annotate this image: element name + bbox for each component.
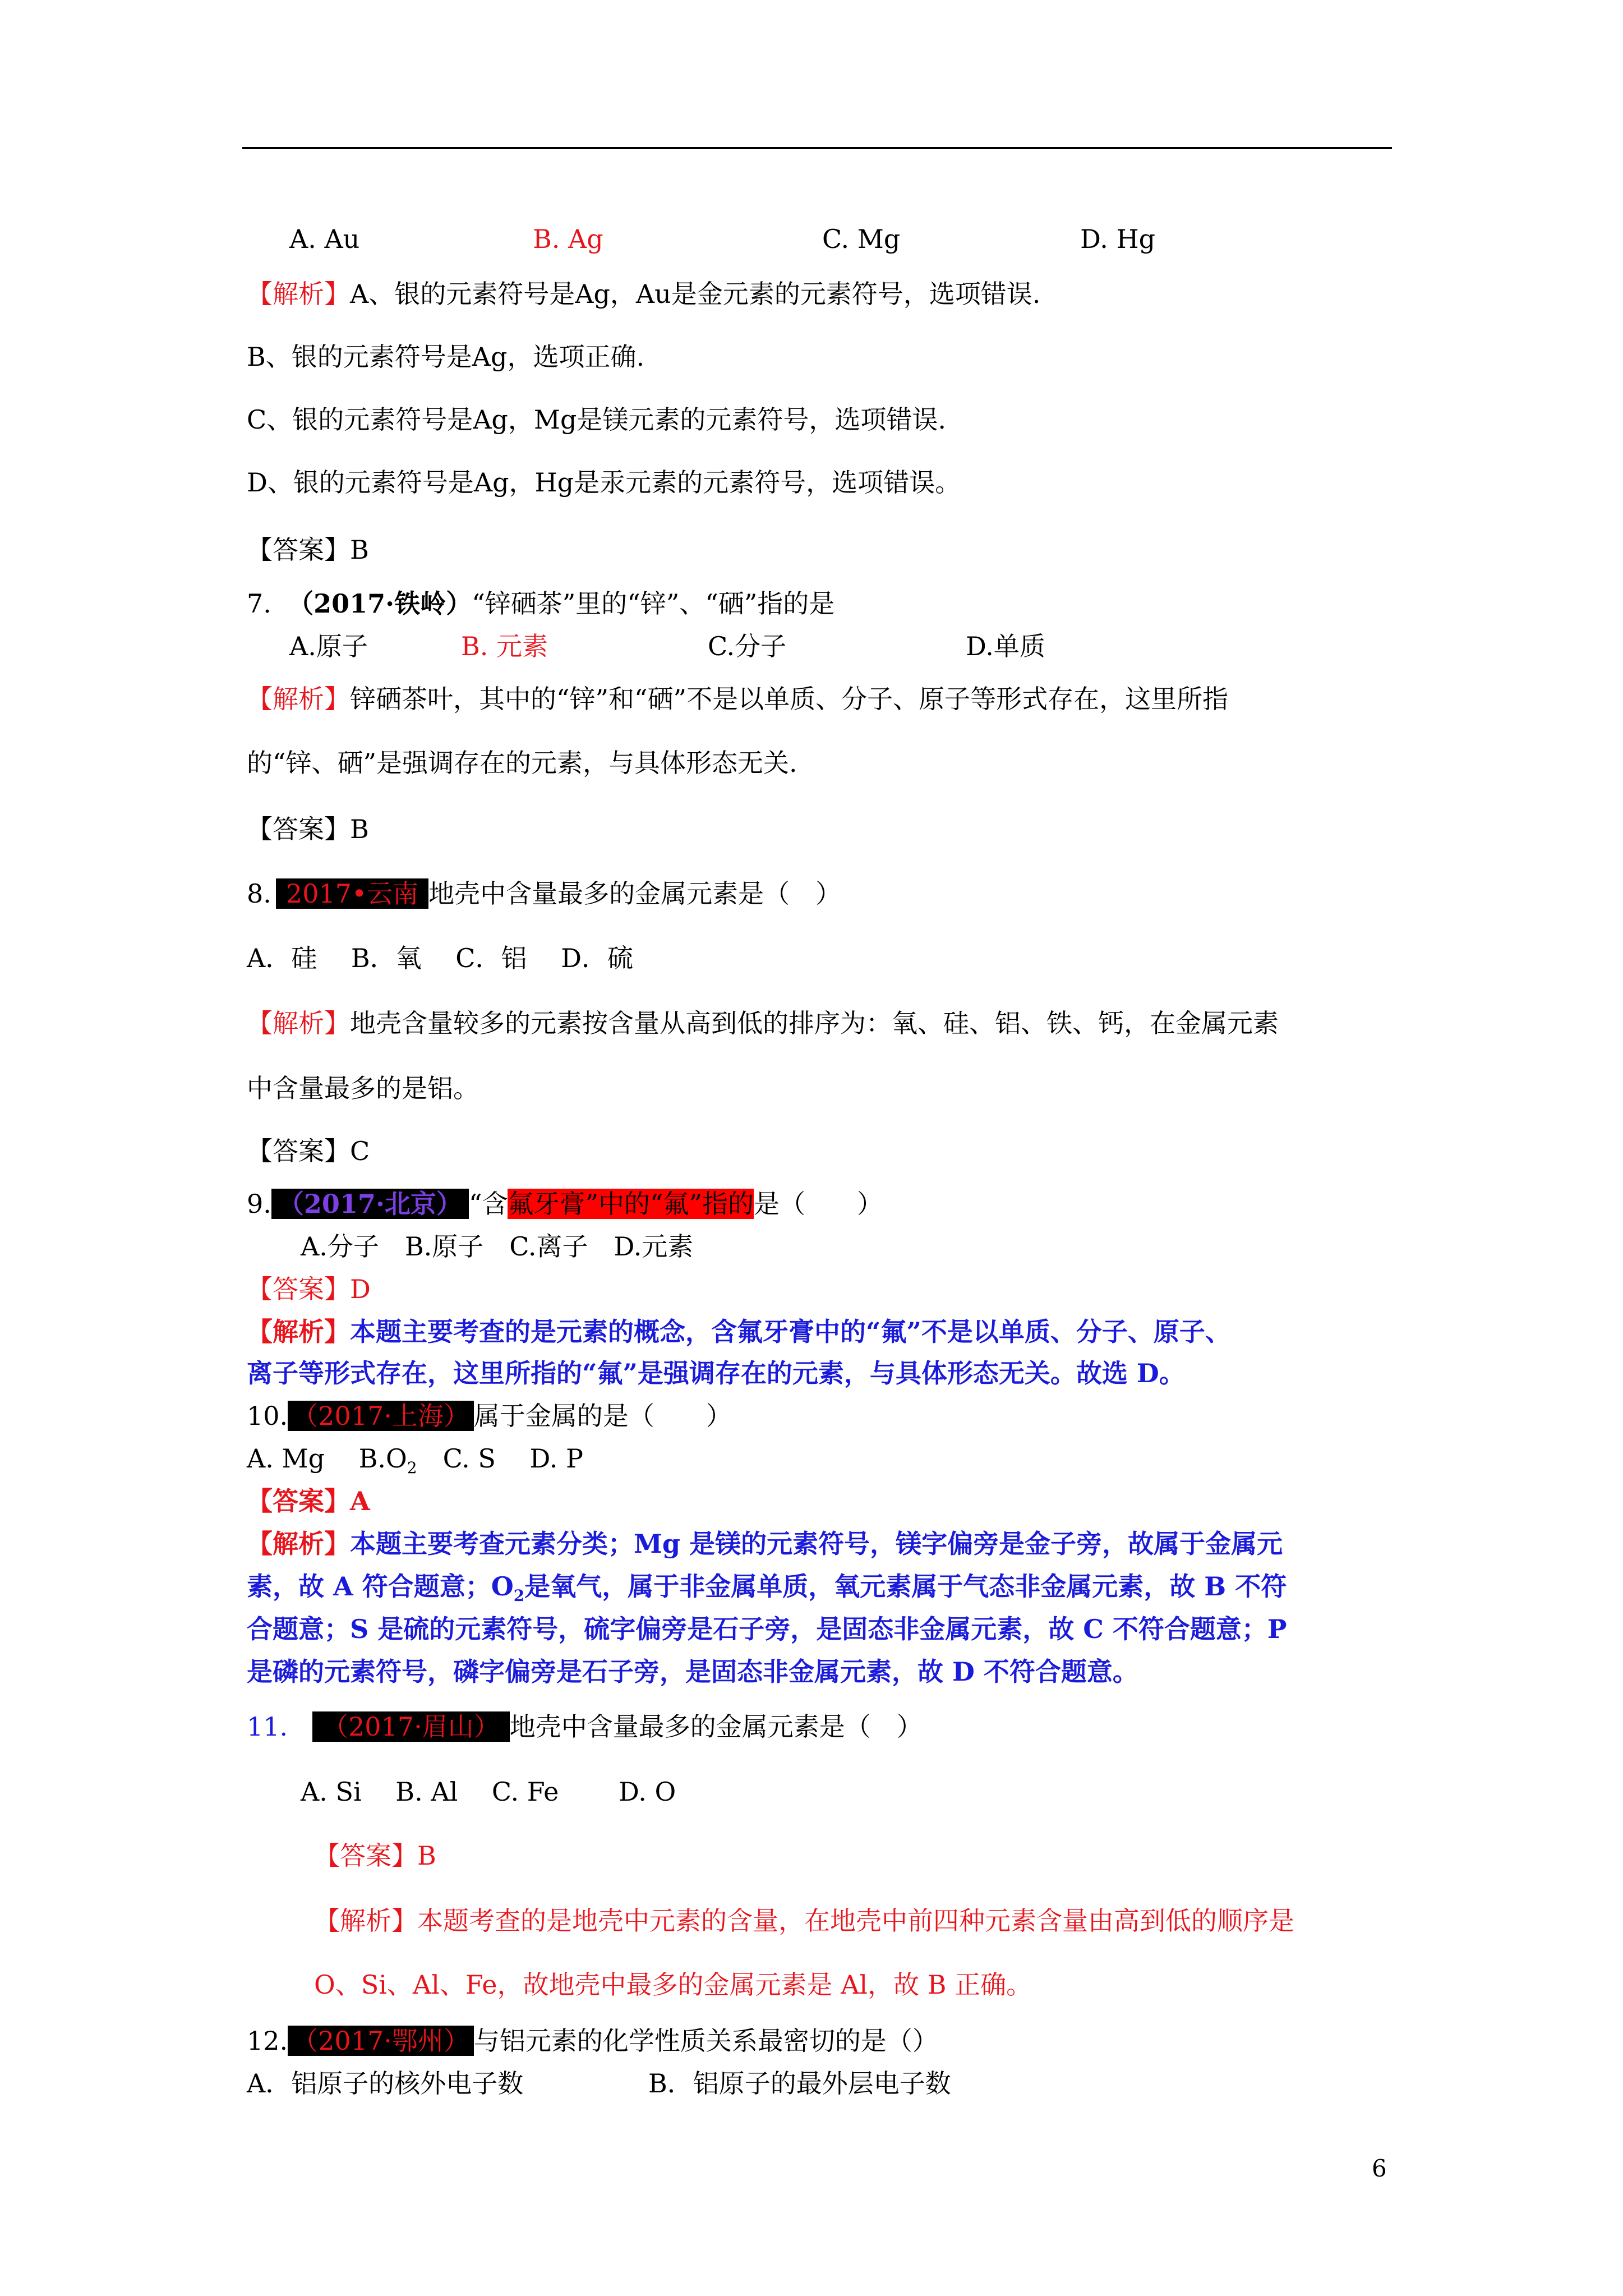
q8-analysis-2: 中含量最多的是铝。 [247,1073,479,1103]
q10-analysis-4: 是磷的元素符号，磷字偏旁是石子旁，是固态非金属元素，故 D 不符合题意。 [247,1657,1138,1687]
q12-source-tag: （2017·鄂州） [288,2026,474,2056]
q8-analysis-1: 【解析】地壳含量较多的元素按含量从高到低的排序为：氧、硅、铝、铁、钙，在金属元素 [247,1008,1279,1038]
q9-highlight: 氟牙膏”中的“氟”指的 [508,1189,754,1219]
header-rule [242,147,1392,149]
q9-answer: 【答案】D [247,1274,371,1304]
q7-analysis-2: 的“锌、硒”是强调存在的元素，与具体形态无关. [247,748,797,778]
q6-option-d: D. Hg [1080,224,1156,254]
q10-analysis-1: 【解析】本题主要考查元素分类；Mg 是镁的元素符号，镁字偏旁是金子旁，故属于金属元 [247,1529,1283,1559]
q11-answer: 【答案】B [314,1841,436,1871]
q6-option-c: C. Mg [822,224,901,254]
q11-analysis-1: 【解析】本题考查的是地壳中元素的含量，在地壳中前四种元素含量由高到低的顺序是 [314,1906,1294,1936]
q7-stem: 7. （2017·铁岭）“锌硒茶”里的“锌”、“硒”指的是 [247,588,835,619]
q6-analysis-a: 【解析】A、银的元素符号是Ag，Au是金元素的元素符号，选项错误. [247,279,1041,309]
q9-source-tag: （2017·北京） [271,1189,469,1219]
q6-option-b: B. Ag [533,224,603,254]
q12-option-b: B．铝原子的最外层电子数 [648,2068,951,2099]
q12-option-a: A．铝原子的核外电子数 [247,2068,524,2099]
q9-options: A.分子 B.原子 C.离子 D.元素 [301,1231,694,1262]
q10-analysis-2: 素，故 A 符合题意；$O_2$是氧气，属于非金属单质，氧元素属于气态非金属元素，故 B 不符 [247,1571,1287,1605]
q9-analysis-1: 【解析】本题主要考查的是元素的概念，含氟牙膏中的“氟”不是以单质、分子、原子、 [247,1317,1231,1347]
q11-options: A. Si B. Al C. Fe D. O [301,1777,676,1807]
q10-options: A. Mg $B.O_2$ C. S D. P [247,1443,583,1478]
q6-analysis-c: C、银的元素符号是Ag，Mg是镁元素的元素符号，选项错误. [247,404,947,435]
q7-analysis-1: 【解析】锌硒茶叶，其中的“锌”和“硒”不是以单质、分子、原子等形式存在，这里所指 [247,684,1229,714]
q10-stem: 10. （2017·上海） 属于金属的是（ ） [247,1401,732,1431]
page-number: 6 [1372,2155,1387,2182]
q10-analysis-3: 合题意；S 是硫的元素符号，硫字偏旁是石子旁，是固态非金属元素，故 C 不符合题意；P [247,1614,1287,1644]
q6-analysis-b: B、银的元素符号是Ag，选项正确. [247,342,645,372]
q7-option-c: C.分子 [708,631,787,661]
q8-source-tag: 2017•云南 [276,878,428,909]
q6-analysis-d: D、银的元素符号是Ag，Hg是汞元素的元素符号，选项错误。 [247,467,961,498]
q12-stem: 12. （2017·鄂州） 与铝元素的化学性质关系最密切的是（） [247,2026,938,2056]
q11-stem: 11. （2017·眉山） 地壳中含量最多的金属元素是（ ） [247,1711,923,1742]
q8-answer: 【答案】C [247,1136,370,1166]
q9-analysis-2: 离子等形式存在，这里所指的“氟”是强调存在的元素，与具体形态无关。故选 D。 [247,1358,1185,1388]
q10-source-tag: （2017·上海） [288,1401,474,1431]
q7-option-d: D.单质 [966,631,1045,661]
q11-analysis-2: O、Si、Al、Fe，故地壳中最多的金属元素是 Al，故 B 正确。 [314,1970,1032,2000]
q7-option-b: B. 元素 [461,631,548,661]
q7-answer: 【答案】B [247,814,369,844]
q8-options: A．硅 B．氧 C．铝 D．硫 [247,943,633,973]
q7-option-a: A.原子 [289,631,368,661]
q10-answer: 【答案】A [247,1486,370,1516]
q8-stem: 8. 2017•云南 地壳中含量最多的金属元素是（ ） [247,878,842,909]
q9-stem: 9. （2017·北京） “含氟牙膏”中的“氟”指的是（ ） [247,1189,883,1219]
q6-answer: 【答案】B [247,535,369,565]
q11-source-tag: （2017·眉山） [312,1711,510,1742]
q6-option-a: A. Au [289,224,360,254]
